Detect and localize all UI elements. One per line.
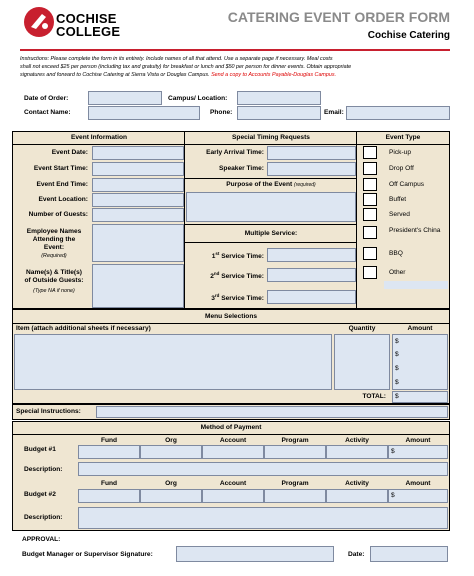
total-field[interactable] (392, 391, 448, 403)
menu-amount-header: Amount (407, 325, 433, 332)
event-end-time-label: Event End Time: (36, 181, 88, 188)
pickup-label: Pick-up (389, 149, 411, 156)
budget-1-dollar: $ (391, 448, 395, 455)
signature-label: Budget Manager or Supervisor Signature: (22, 551, 153, 558)
number-of-guests-field[interactable] (92, 208, 184, 222)
employee-names-field[interactable] (92, 224, 184, 262)
payment-header-rule (12, 434, 450, 435)
purpose-field[interactable] (186, 192, 356, 222)
other-label: Other (389, 269, 406, 276)
payment-col-program-2: Program (281, 480, 309, 487)
menu-amount-field[interactable] (392, 334, 448, 390)
service-2-label (186, 272, 264, 281)
event-location-label: Event Location: (38, 196, 88, 203)
email-field[interactable] (346, 106, 450, 120)
payment-col-program: Program (281, 437, 309, 444)
service-2-text: Service Time: (221, 273, 264, 281)
payment-col-account: Account (219, 437, 247, 444)
amount-dollar-3: $ (395, 365, 399, 372)
menu-quantity-field[interactable] (334, 334, 390, 390)
service-1-label (186, 252, 264, 261)
menu-items-field[interactable] (14, 334, 332, 390)
phone-field[interactable] (237, 106, 321, 120)
budget-2-activity-field[interactable] (326, 489, 388, 503)
purpose-top-rule (185, 178, 356, 179)
budget-1-description-field[interactable] (78, 462, 448, 476)
budget-2-account-field[interactable] (202, 489, 264, 503)
contact-name-field[interactable] (88, 106, 200, 120)
payment-col-account-2: Account (219, 480, 247, 487)
budget-1-account-field[interactable] (202, 445, 264, 459)
approval-date-field[interactable] (370, 546, 448, 562)
event-start-time-label: Event Start Time: (33, 165, 88, 172)
buffet-label: Buffet (389, 196, 407, 203)
instructions-line-2: shall not exceed $25 per person (including tax and gratuity) for breakfast or lunch and $50 per person for dinner events. Obtain appropriate (20, 64, 352, 70)
service-1-num: 1 (211, 253, 216, 261)
event-date-label: Event Date: (51, 149, 88, 156)
budget-2-description-field[interactable] (78, 507, 448, 529)
served-label: Served (389, 211, 410, 218)
date-of-order-label: Date of Order: (24, 95, 69, 102)
budget-1-program-field[interactable] (264, 445, 326, 459)
purpose-header-label: Purpose of the Event (226, 181, 293, 188)
logo-mark-icon (22, 5, 56, 39)
service-2-sup: nd (213, 271, 220, 276)
employee-names-label-2: Attending the (32, 236, 76, 243)
event-information-header: Event Information (70, 134, 128, 141)
instructions-line-3 (20, 73, 336, 78)
payment-col-org-2: Org (165, 480, 177, 487)
divider-right (356, 131, 357, 309)
bbq-label: BBQ (389, 250, 403, 257)
payment-col-fund: Fund (100, 437, 118, 444)
multiple-service-bottom-rule (185, 242, 356, 243)
service-3-sup: rd (214, 293, 220, 298)
multiple-service-top-rule (185, 224, 356, 225)
service-3-text: Service Time: (221, 295, 264, 303)
section-header-rule (12, 144, 450, 145)
budget-2-program-field[interactable] (264, 489, 326, 503)
logo-line-2: COLLEGE (56, 24, 121, 39)
menu-selections-header: Menu Selections (204, 313, 258, 320)
budget-1-fund-field[interactable] (78, 445, 140, 459)
college-logo (22, 5, 162, 39)
outside-guests-field[interactable] (92, 264, 184, 308)
total-dollar: $ (395, 393, 399, 400)
dropoff-checkbox[interactable] (363, 162, 377, 175)
logo-line-1: COCHISE (56, 11, 117, 26)
presidents-china-text: President's China (389, 227, 441, 234)
email-label: Email: (324, 109, 344, 116)
presidents-china-label (389, 227, 447, 235)
method-of-payment-header: Method of Payment (200, 424, 262, 431)
budget-1-activity-field[interactable] (326, 445, 388, 459)
purpose-header (186, 182, 356, 189)
employee-required-note: (Required) (41, 253, 67, 259)
approval-label: APPROVAL: (22, 536, 61, 543)
employee-names-label-1: Employee Names (26, 228, 82, 235)
service-2-field[interactable] (267, 268, 356, 282)
budget-2-label: Budget #2 (24, 491, 56, 498)
payment-col-amount: Amount (405, 437, 431, 444)
presidents-china-checkbox[interactable] (363, 226, 377, 239)
form-subtitle: Cochise Catering (367, 30, 450, 41)
payment-col-activity-2: Activity (345, 480, 369, 487)
dropoff-label: Drop Off (389, 165, 414, 172)
off-campus-label: Off Campus (389, 181, 425, 188)
number-of-guests-label: Number of Guests: (28, 211, 88, 218)
special-instructions-field[interactable] (96, 406, 448, 418)
service-3-num: 3 (211, 295, 215, 303)
service-1-text: Service Time: (221, 253, 264, 261)
payment-col-fund-2: Fund (100, 480, 118, 487)
buffet-checkbox[interactable] (363, 193, 377, 206)
contact-name-label: Contact Name: (24, 109, 71, 116)
served-checkbox[interactable] (363, 208, 377, 221)
campus-location-label: Campus/ Location: (168, 95, 228, 102)
event-type-header: Event Type (385, 134, 421, 141)
speaker-time-label: Speaker Time: (219, 165, 264, 172)
service-3-field[interactable] (267, 290, 356, 304)
menu-item-header: Item (attach additional sheets if necessary) (16, 325, 151, 332)
event-end-time-field[interactable] (92, 178, 184, 192)
outside-guests-label-2: of Outside Guests: (24, 277, 84, 284)
budget-1-label: Budget #1 (24, 446, 56, 453)
purpose-required-note: (required) (294, 182, 316, 188)
service-2-num: 2 (210, 273, 214, 281)
outside-guests-label-1: Name(s) & Title(s) (26, 269, 82, 276)
service-3-label (186, 294, 264, 303)
payment-col-amount-2: Amount (405, 480, 431, 487)
divider-left (184, 131, 185, 309)
payment-col-org: Org (165, 437, 177, 444)
event-start-time-field[interactable] (92, 162, 184, 176)
service-1-field[interactable] (267, 248, 356, 262)
early-arrival-label: Early Arrival Time: (206, 149, 264, 156)
budget-2-amount-field[interactable] (388, 489, 448, 503)
menu-quantity-header: Quantity (348, 325, 376, 332)
campus-location-field[interactable] (237, 91, 321, 105)
date-of-order-field[interactable] (88, 91, 162, 105)
budget-1-amount-field[interactable] (388, 445, 448, 459)
budget-1-description-label: Description: (24, 466, 63, 473)
payment-col-activity: Activity (345, 437, 369, 444)
header-rule (20, 49, 450, 51)
approval-date-label: Date: (348, 551, 365, 558)
off-campus-checkbox[interactable] (363, 178, 377, 191)
form-title: CATERING EVENT ORDER FORM (227, 9, 450, 25)
instructions-line-3a: signatures and forward to Cochise Catering at Sierra Vista or Douglas Campus. (20, 72, 212, 78)
pickup-checkbox[interactable] (363, 146, 377, 159)
bbq-checkbox[interactable] (363, 247, 377, 260)
menu-header-rule (12, 323, 450, 324)
instructions-line-1: Instructions: Please complete the form in its entirety. Include names of all that attend. Use a separate page if necessary. Meal costs (20, 56, 333, 62)
budget-1-org-field[interactable] (140, 445, 202, 459)
other-checkbox[interactable] (363, 266, 377, 279)
instructions-line-3b: Send a copy to Accounts Payable-Douglas Campus. (211, 72, 337, 78)
speaker-time-field[interactable] (267, 162, 356, 176)
amount-dollar-4: $ (395, 379, 399, 386)
multiple-service-header: Multiple Service: (244, 230, 298, 237)
special-instructions-label: Special Instructions: (16, 408, 81, 415)
outside-guests-note: (Type NA if none) (33, 288, 75, 294)
amount-dollar-1: $ (395, 338, 399, 345)
budget-2-dollar: $ (391, 492, 395, 499)
event-date-field[interactable] (92, 146, 184, 160)
special-timing-header: Special Timing Requests (232, 134, 310, 141)
phone-label: Phone: (210, 109, 233, 116)
employee-names-label-3: Event: (43, 244, 65, 251)
event-location-field[interactable] (92, 193, 184, 207)
budget-2-org-field[interactable] (140, 489, 202, 503)
early-arrival-field[interactable] (267, 146, 356, 160)
total-label: TOTAL: (362, 393, 386, 400)
amount-dollar-2: $ (395, 351, 399, 358)
budget-2-description-label: Description: (24, 514, 63, 521)
service-1-sup: st (215, 251, 220, 256)
other-field[interactable] (384, 281, 448, 289)
signature-field[interactable] (176, 546, 334, 562)
budget-2-fund-field[interactable] (78, 489, 140, 503)
